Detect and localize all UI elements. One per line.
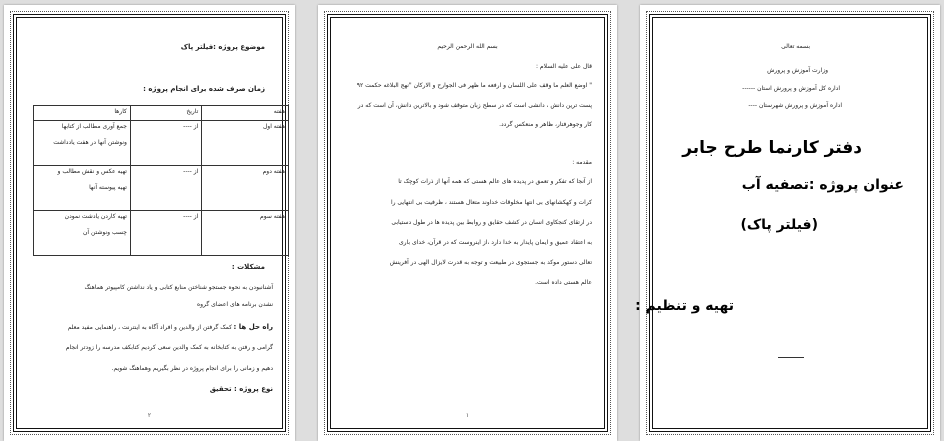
column-header-tasks: کارها xyxy=(34,106,131,121)
date-cell: از ---- xyxy=(130,211,201,256)
document-page-3 xyxy=(635,5,940,441)
solutions-text-line: گرامی و رفتن به کتابخانه به کمک والدین سعی کردیم کتابکف مدرسه را زودتر انجام xyxy=(65,344,273,351)
hadith-text-line: کار وجوهرفتار، ظاهر و منعکس گردد. xyxy=(499,121,592,128)
page-number: ۱ xyxy=(465,412,470,419)
introduction-text-line: کرات و کهکشانهای بی انتها مخلوقات خداوند متعال هستند ، ظرفیت بی انتهایی را xyxy=(390,199,592,206)
ministry-line: وزارت آموزش و پرورش xyxy=(767,67,828,74)
date-cell: از ---- xyxy=(130,166,201,211)
author-name-line xyxy=(778,357,804,358)
introduction-text-line: عالم هستی داده است. xyxy=(535,279,592,286)
tasks-cell xyxy=(34,211,131,256)
bismillah-line: بسم الله الرحمن الرحیم xyxy=(437,43,498,50)
task-line: چسب ونوشتن آن xyxy=(83,229,127,236)
date-cell: از ---- xyxy=(130,121,201,166)
week-cell: هفته دوم xyxy=(202,166,289,211)
schedule-table xyxy=(33,105,289,256)
task-line: تهیه پیوسته آنها xyxy=(89,184,127,191)
project-subtitle: (فیلتر پاک) xyxy=(740,217,818,233)
solutions-text-line: کمک گرفتن از والدین و افراد آگاه به اینترنت ، راهنمایی مفید معلم xyxy=(67,324,232,331)
table-header-row xyxy=(34,106,289,121)
notebook-title: دفتر کارنما طرح جابر xyxy=(682,138,862,158)
introduction-text-line: به اعتقاد عمیق و ایمان پایدار به خدا دارد ،از اینروست که در قرآن، خدای باری xyxy=(398,239,592,246)
week-cell: هفته سوم xyxy=(202,211,289,256)
task-line: ونوشتن آنها در هفت یادداشت xyxy=(53,139,127,146)
project-type-line: نوع پروژه : تحقیق xyxy=(209,385,273,393)
hadith-text-line: " اوضع العلم ما وقف علی اللسان و ارفعه ما ظهر فی الجوارح و الارکان "نهج البلاغه حکمت ۹۲ xyxy=(356,82,592,89)
project-topic-line: موضوع پروژه :فیلتر پاک xyxy=(180,43,265,51)
tasks-cell xyxy=(34,166,131,211)
time-spent-heading: زمان صرف شده برای انجام پروژه : xyxy=(143,85,265,93)
week-cell: هفته اول xyxy=(202,121,289,166)
author-name-placeholder: ___ xyxy=(778,349,789,357)
introduction-text-line: تعالی دستور موکد به جستجوی در طبیعت و توجه به قدرت لایزال الهی در آفرینش xyxy=(389,259,592,266)
column-header-date: تاریخ xyxy=(130,106,201,121)
problems-text-line: آشنانبودن به نحوه جستجو شناختن منابع کتابی و یاد نداشتن کامپیوتر هماهنگ xyxy=(84,284,273,291)
hadith-label: قال علی علیه السلام : xyxy=(535,63,592,70)
introduction-label: مقدمه : xyxy=(572,159,592,166)
table-row xyxy=(34,121,289,166)
document-page-2 xyxy=(318,5,617,441)
task-line: تهیه عکس و نقش مطالب و xyxy=(57,168,127,175)
task-line: جمع آوری مطالب از کتابها xyxy=(61,123,127,130)
introduction-text-line: در ارتقای کنجکاوی انسان در کشف حقایق و روابط بین پدیده ها در طول دستیابی xyxy=(391,219,592,226)
prepared-by-label: تهیه و تنظیم : xyxy=(635,298,734,314)
tasks-cell xyxy=(34,121,131,166)
hadith-text-line: پست ترین دانش ، دانشی است که در سطح زبان متوقف شود و بالاترین دانش، آن است که در xyxy=(357,102,592,109)
header-top-line: بسمه تعالی xyxy=(781,43,810,50)
problems-text-line: نشدن برنامه های اعضای گروه xyxy=(197,301,273,308)
ministry-line: اداره آموزش و پرورش شهرستان ---- xyxy=(748,102,842,109)
solutions-text-line: دهیم و زمانی را برای انجام پروژه در نظر بگیریم وهماهنگ شویم. xyxy=(111,365,273,372)
ministry-line: اداره کل آموزش و پرورش استان ------ xyxy=(742,85,840,92)
task-line: تهیه کاردن یادشت نمودن xyxy=(64,213,127,220)
project-title: عنوان پروژه :تصفیه آب xyxy=(741,177,904,193)
table-row xyxy=(34,166,289,211)
page-number: ۲ xyxy=(147,412,152,419)
problems-heading: مشکلات : xyxy=(231,263,265,271)
document-page-1 xyxy=(4,5,295,441)
introduction-text-line: از آنجا که تفکر و تعمق در پدیده های عالم هستی که همه آنها از ذرات کوچک تا xyxy=(398,178,592,185)
solutions-heading: راه حل ها : xyxy=(233,323,273,331)
column-header-week: هفته xyxy=(202,106,289,121)
table-row xyxy=(34,211,289,256)
